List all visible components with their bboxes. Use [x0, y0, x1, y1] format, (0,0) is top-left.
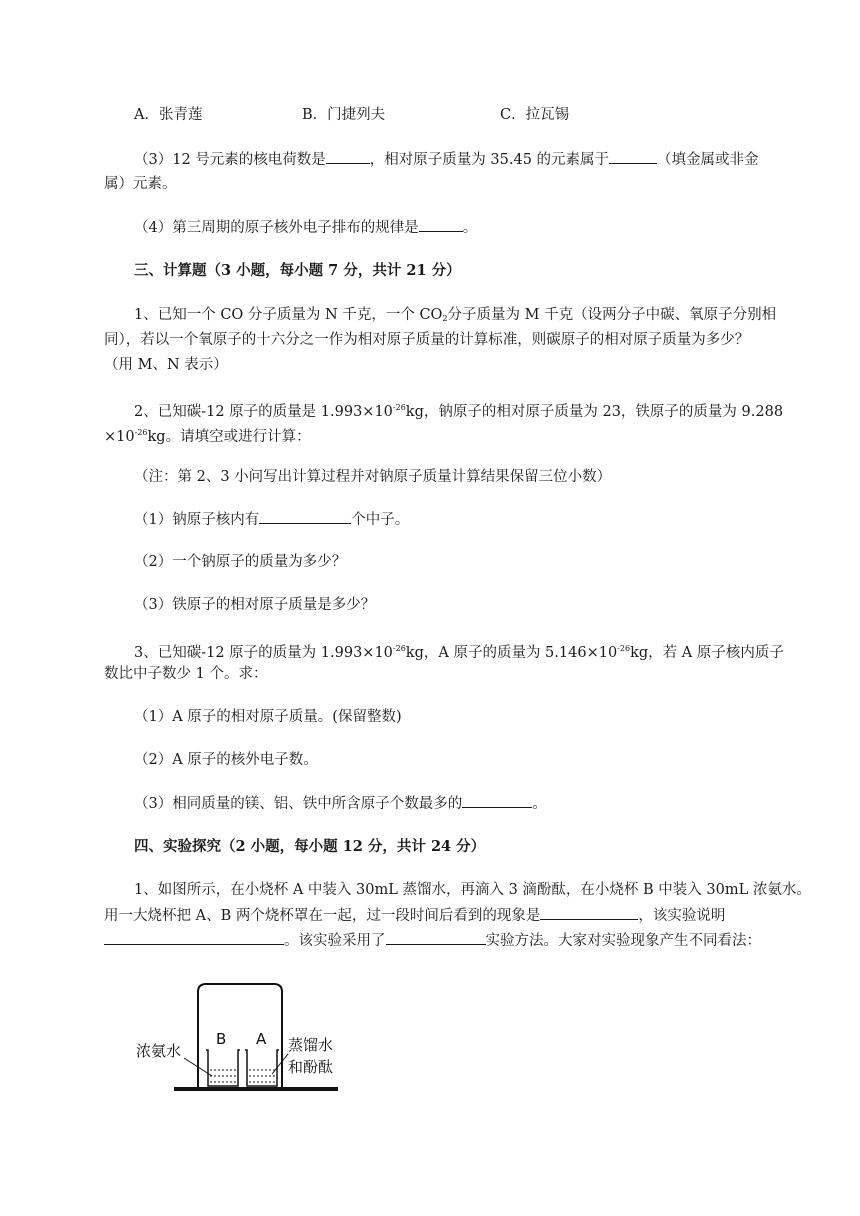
answer-blank[interactable]: [326, 148, 370, 164]
exp-1-line-2: 用一大烧杯把 A、B 两个烧杯罩在一起，过一段时间后看到的现象是 ，该实验说明: [104, 904, 725, 927]
calc-2-sub-3: （3）铁原子的相对原子质量是多少？: [134, 597, 376, 613]
calc-3-line-2: 数比中子数少 1 个。求：: [104, 666, 268, 682]
right-label-1: 蒸馏水: [288, 1036, 334, 1054]
right-pointer: [272, 1054, 288, 1074]
option-a: A．张青莲: [134, 107, 203, 123]
beaker-experiment-figure: [128, 976, 358, 1098]
beaker-b: [206, 1050, 240, 1086]
calc-2-sub-1: （1）钠原子核内有 个中子。: [134, 508, 409, 531]
calc-1-line-2: 同），若以一个氧原子的十六分之一作为相对原子质量的计算标准，则碳原子的相对原子质量为多少？: [104, 332, 750, 348]
calc-1-line-1: 1、已知一个 CO 分子质量为 N 千克，一个 $CO_2$分子质量为 M 千克（设两分子中碳、氧原子分别相: [134, 307, 777, 323]
answer-blank[interactable]: [462, 792, 532, 808]
calc-2-sub-2: （2）一个钠原子的质量为多少？: [134, 554, 347, 570]
answer-blank[interactable]: [609, 148, 657, 164]
right-label-2: 和酚酞: [288, 1058, 334, 1076]
beaker-a: [245, 1050, 279, 1086]
large-beaker: [198, 984, 282, 1088]
question-3: （3）12 号元素的核电荷数是 ，相对原子质量为 35.45 的元素属于 （填金属或非金: [134, 148, 759, 171]
beaker-b-label: B: [216, 1030, 227, 1048]
option-c: C．拉瓦锡: [500, 107, 570, 123]
answer-blank[interactable]: [386, 929, 486, 945]
beaker-a-label: A: [256, 1030, 267, 1048]
calc-1-line-3: （用 M、N 表示）: [104, 357, 228, 373]
calc-3-sub-1: （1）A 原子的相对原子质量。(保留整数): [134, 709, 402, 725]
exp-1-line-1: 1、如图所示，在小烧杯 A 中装入 30mL 蒸馏水，再滴入 3 滴酚酞，在小烧杯 B 中装入 30mL 浓氨水。: [134, 882, 811, 898]
answer-blank[interactable]: [259, 508, 351, 524]
question-3-cont: 属）元素。: [104, 176, 177, 192]
option-b: B．门捷列夫: [302, 107, 386, 123]
section-3-heading: 三、计算题（3 小题，每小题 7 分，共计 21 分）: [134, 262, 461, 279]
calc-2-line-2: $\times 10^{-26}kg$。请填空或进行计算：: [104, 428, 311, 445]
section-4-heading: 四、实验探究（2 小题，每小题 12 分，共计 24 分）: [134, 838, 486, 855]
left-label: 浓氨水: [136, 1042, 182, 1060]
exp-1-line-3: 。该实验采用了 实验方法。大家对实验现象产生不同看法：: [104, 929, 761, 952]
calc-3-sub-3: （3）相同质量的镁、铝、铁中所含原子个数最多的 。: [134, 792, 547, 815]
calc-3-line-1: 3、已知碳-12 原子的质量为 $1.993\times 10^{-26}kg$，A 原子的质量为 $5.146\times 10^{-26}kg$，若 A 原子核内质子: [134, 644, 784, 661]
calc-2-line-1: 2、已知碳-12 原子的质量是 $1.993\times 10^{-26}kg$，钠原子的相对原子质量为 23，铁原子的质量为 9.288: [134, 403, 784, 420]
calc-2-note: （注：第 2、3 小问写出计算过程并对钠原子质量计算结果保留三位小数）: [134, 469, 612, 485]
answer-blank[interactable]: [540, 904, 638, 920]
answer-blank[interactable]: [419, 216, 463, 232]
calc-3-sub-2: （2）A 原子的核外电子数。: [134, 752, 318, 768]
answer-blank[interactable]: [104, 929, 284, 945]
question-4: （4）第三周期的原子核外电子排布的规律是 。: [134, 216, 477, 239]
